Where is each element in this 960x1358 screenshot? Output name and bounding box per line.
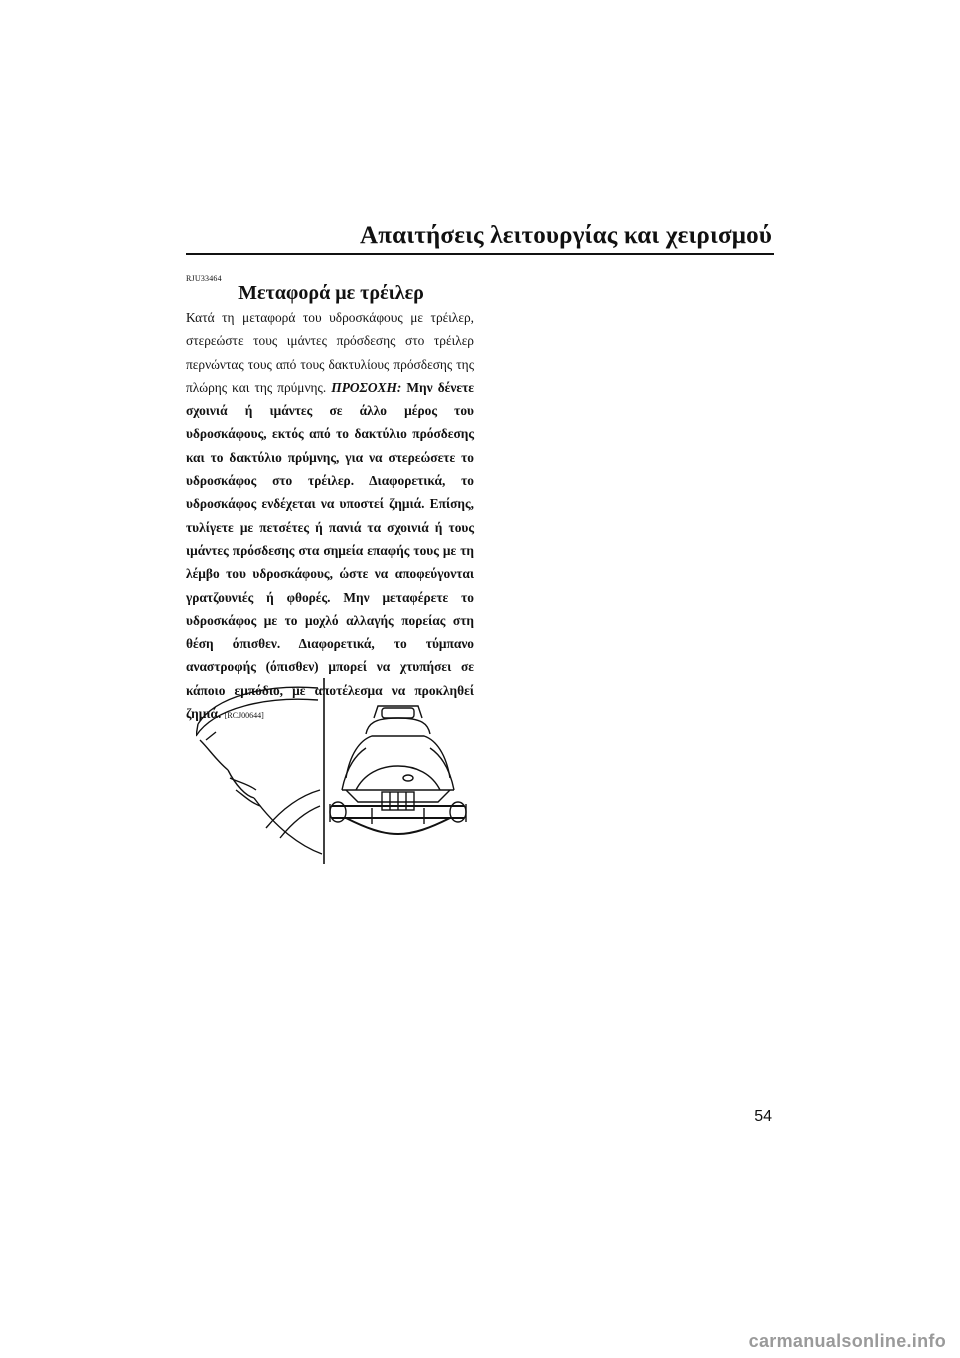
watercraft-on-trailer-illustration — [330, 706, 466, 834]
caution-label: ΠΡΟΣΟΧΗ: — [331, 379, 402, 395]
page-header-title: Απαιτήσεις λειτουργίας και χειρισμού — [360, 222, 772, 249]
page-number: 54 — [754, 1108, 772, 1125]
caution-reference: [RCJ00644] — [224, 711, 264, 721]
watermark-text: carmanualsonline.info — [748, 1331, 946, 1351]
section-title: Μεταφορά με τρέιλερ — [238, 282, 424, 304]
section-body — [186, 306, 474, 727]
caution-text: Μην δένετε σχοινιά ή ιμάντες σε άλλο μέρος του υδροσκάφους, εκτός από το δακτύλιο πρόσδεσης και το δακτύλιο πρύμνης, για να στερεώσετε το υδροσκάφος στο τρέιλερ. Διαφορετικά, το υδροσκάφος ενδέχεται να υποστεί ζημιά. Επίσης, τυλίγετε με πετσέτες ή πανιά τα σχοινιά ή τους ιμάντες πρόσδεσης στα σημεία επαφής τους με τη λέμβο του υδροσκάφους, ώστε να αποφεύγονται γρατζουνιές ή φθορές. Μην μεταφέρετε το υδροσκάφος με το μοχλό αλλαγής πορείας στη θέση όπισθεν. Διαφορετικά, το τύμπανο αναστροφής (όπισθεν) μπορεί να χτυπήσει σε κάποιο εμπόδιο, με αποτέλεσμα να προκληθεί ζημιά. — [186, 379, 474, 722]
header-divider — [186, 253, 774, 255]
intro-text: Κατά τη μεταφορά του υδροσκάφους με τρέιλερ, στερεώστε τους ιμάντες πρόσδεσης στο τρέιλερ περνώντας τους από τους δακτυλίους πρόσδεσης της πλώρης και της πρύμνης. — [186, 310, 474, 395]
section-code: RJU33464 — [186, 274, 222, 283]
bow-hull-illustration — [196, 687, 322, 854]
trailer-illustration — [196, 678, 476, 864]
